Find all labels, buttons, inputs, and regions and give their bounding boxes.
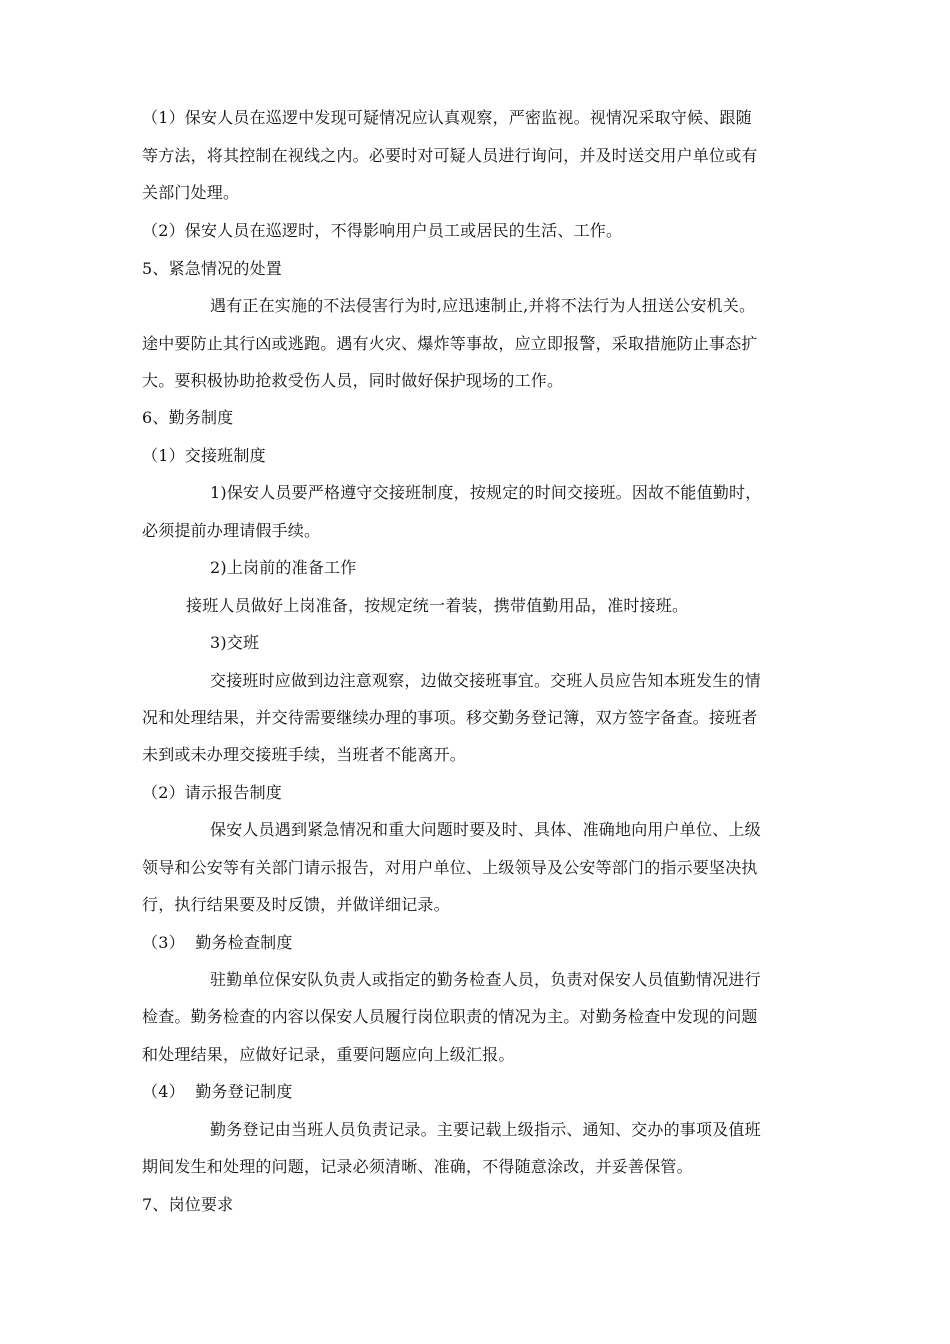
text-line: 勤务登记由当班人员负责记录。主要记载上级指示、通知、交办的事项及值班 [210, 1120, 761, 1139]
text-line: 必须提前办理请假手续。 [142, 521, 321, 540]
subitem-heading: 2)上岗前的准备工作 [210, 558, 357, 577]
subsection-heading: （1）交接班制度 [142, 446, 266, 465]
text-line: （2）保安人员在巡逻时，不得影响用户员工或居民的生活、工作。 [142, 221, 623, 240]
text-line: 领导和公安等有关部门请示报告，对用户单位、上级领导及公安等部门的指示要坚决执 [142, 858, 758, 877]
text-line: 接班人员做好上岗准备，按规定统一着装，携带值勤用品，准时接班。 [186, 596, 689, 615]
section-heading: 7、岗位要求 [142, 1195, 234, 1214]
text-line: 驻勤单位保安队负责人或指定的勤务检查人员，负责对保安人员值勤情况进行 [210, 970, 761, 989]
text-line: 行，执行结果要及时反馈，并做详细记录。 [142, 895, 450, 914]
text-line: 未到或未办理交接班手续，当班者不能离开。 [142, 745, 467, 764]
text-line: 1)保安人员要严格遵守交接班制度，按规定的时间交接班。因故不能值勤时， [210, 483, 762, 502]
subsection-heading: （4） 勤务登记制度 [142, 1082, 293, 1101]
subsection-heading: （3） 勤务检查制度 [142, 933, 293, 952]
text-line: 大。要积极协助抢救受伤人员，同时做好保护现场的工作。 [142, 371, 564, 390]
text-line: 遇有正在实施的不法侵害行为时,应迅速制止,并将不法行为人扭送公安机关。 [210, 296, 756, 315]
text-line: （1）保安人员在巡逻中发现可疑情况应认真观察，严密监视。视情况采取守候、跟随 [142, 108, 752, 127]
section-heading: 6、勤务制度 [142, 408, 234, 427]
text-line: 况和处理结果，并交待需要继续办理的事项。移交勤务登记簿，双方签字备查。接班者 [142, 708, 758, 727]
subitem-heading: 3)交班 [210, 633, 260, 652]
section-heading: 5、紧急情况的处置 [142, 259, 282, 278]
text-line: 检查。勤务检查的内容以保安人员履行岗位职责的情况为主。对勤务检查中发现的问题 [142, 1007, 758, 1026]
subsection-heading: （2）请示报告制度 [142, 783, 282, 802]
text-line: 关部门处理。 [142, 183, 240, 202]
text-line: 途中要防止其行凶或逃跑。遇有火灾、爆炸等事故，应立即报警，采取措施防止事态扩 [142, 334, 758, 353]
text-line: 保安人员遇到紧急情况和重大问题时要及时、具体、准确地向用户单位、上级 [210, 820, 761, 839]
text-line: 等方法，将其控制在视线之内。必要时对可疑人员进行询问，并及时送交用户单位或有 [142, 146, 758, 165]
text-line: 期间发生和处理的问题，记录必须清晰、准确，不得随意涂改，并妥善保管。 [142, 1157, 693, 1176]
text-line: 交接班时应做到边注意观察，边做交接班事宜。交班人员应告知本班发生的情 [210, 671, 761, 690]
text-line: 和处理结果，应做好记录，重要问题应向上级汇报。 [142, 1045, 515, 1064]
